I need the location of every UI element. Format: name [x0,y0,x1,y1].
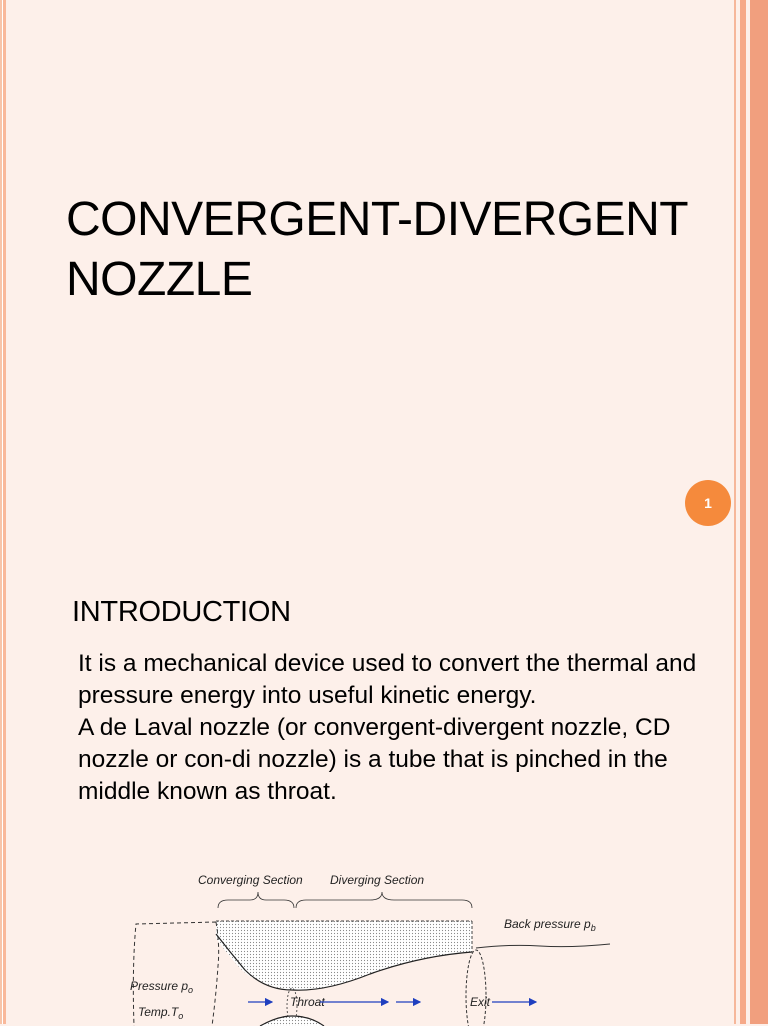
slide-2 [0,560,732,1024]
body-paragraph-1: It is a mechanical device used to convert the thermal and pressure energy into useful kinetic energy. [78,650,697,709]
nozzle-lower-contour [260,1016,324,1026]
exit-plane [466,950,486,1026]
converging-section-label: Converging Section [198,873,303,887]
back-pressure-line [476,944,610,948]
nozzle-diagram [120,866,620,1026]
exit-label: Exit [470,995,491,1009]
slide-number-badge: 1 [685,480,731,526]
body-paragraph-2: A de Laval nozzle (or convergent-divergent nozzle, CD nozzle or con-di nozzle) is a tube that is pinched in the middle known as throat. [78,714,671,805]
right-decorative-border [732,0,768,1024]
slide-divider [6,555,732,558]
diverging-brace [296,892,472,908]
throat-label: Throat [290,995,325,1009]
reservoir-temp-label: $Temp.T_o$ [138,1005,184,1021]
back-pressure-label: Back pressure $p_b$ [504,917,596,933]
converging-brace [218,892,294,908]
nozzle-upper-wall [216,921,472,990]
section-heading: INTRODUCTION [72,596,291,628]
reservoir-pressure-label: Pressure $p_o$ [130,979,194,995]
diverging-section-label: Diverging Section [330,873,425,887]
slide-body-text [78,648,698,808]
slide-title: CONVERGENT-DIVERGENT NOZZLE [66,193,688,306]
